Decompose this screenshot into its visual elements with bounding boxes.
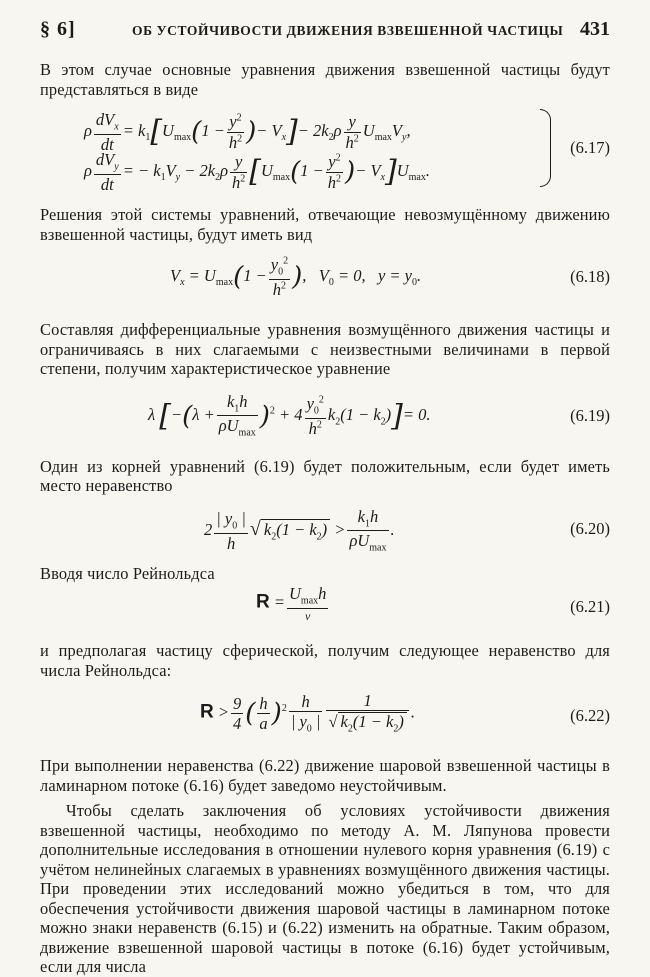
equation-number-6-17: (6.17)	[570, 138, 610, 157]
paragraph-2: Решения этой системы уравнений, отвечающие невозмущённому движению взвешенной частицы, будут иметь вид	[40, 205, 610, 244]
equation-number-6-19: (6.19)	[570, 405, 610, 425]
page	[40, 18, 610, 977]
page-number: 431	[580, 18, 610, 40]
paragraph-3: Составляя дифференциальные уравнения возмущённого движения частицы и ограничиваясь в них слагаемыми с неизвестными величинами в первой степени, получим характеристическое уравнение	[40, 320, 610, 378]
equation-number-6-21: (6.21)	[570, 597, 610, 616]
equation-6-17-line-2: ρ $\frac{dV_y}{dt}$ = − $k_1V_y - 2k_2\rho$ $\frac{y}{h^2}$ [$U_{max}(1$ − $\frac{y^2}{h^2}$ )− $V_x]U_{max}$.	[84, 150, 430, 194]
equation-6-22-body: R > $\frac{9}{4}$ ( $\frac{h}{a}$ )$^2$ $\frac{h}{| y_0 |}$ $\frac{1}{√ k_2(1 - k_2)}$ .	[200, 691, 415, 735]
paragraph-1: В этом случае основные уравнения движения взвешенной частицы будут представляться в виде	[40, 60, 610, 99]
equation-6-20	[40, 500, 610, 558]
equation-number-6-18: (6.18)	[570, 267, 610, 286]
section-mark: § 6]	[40, 18, 76, 40]
equation-number-6-20: (6.20)	[570, 518, 610, 538]
equation-6-17	[40, 105, 610, 194]
equation-6-19	[40, 385, 610, 447]
equation-number-6-22: (6.22)	[570, 706, 610, 725]
paragraph-6: и предполагая частицу сферической, получим следующее неравенство для числа Рейнольдса:	[40, 641, 610, 680]
equation-6-19-body: λ [−(λ + $\frac{k_1h}{\rho U_{max}}$ )$^2$ + 4 $\frac{y_0^2}{h^2}$ $k_2(1 - k_2)]= 0$.	[148, 391, 431, 439]
paragraph-7: При выполнении неравенства (6.22) движение шаровой взвешенной частицы в ламинарном потоке (6.16) будет заведомо неустойчивым.	[40, 756, 610, 795]
paragraph-4: Один из корней уравнений (6.19) будет положительным, если будет иметь место неравенство	[40, 456, 610, 495]
equation-6-21	[40, 583, 610, 631]
equation-6-18-body: $V_x = U_{max}(1$ − $\frac{y_0^2}{h^2}$ ), $V_0 = 0$, $y = y_0$.	[170, 255, 422, 299]
running-title: ОБ УСТОЙЧИВОСТИ ДВИЖЕНИЯ ВЗВЕШЕННОЙ ЧАСТИЦЫ	[132, 23, 564, 38]
running-header	[40, 18, 610, 48]
system-brace	[540, 109, 551, 187]
equation-6-18	[40, 248, 610, 306]
paragraph-5: Вводя число Рейнольдса	[40, 563, 215, 583]
equation-6-22	[40, 686, 610, 746]
equation-6-17-line-1: ρ $\frac{dV_x}{dt}$ = $k_1[U_{max}(1$ − $\frac{y^2}{h^2}$ )− $V_x]- 2k_2\rho$ $\frac{y}{h^2}$ $U_{max}V_y$,	[84, 110, 411, 154]
paragraph-8: Чтобы сделать заключения об условиях устойчивости движения взвешенной частицы, необходимо по методу А. М. Ляпунова провести дополнительные исследования в отношении нулевого корня уравнения (6.19) с учётом нелинейных слагаемых в уравнениях возмущённого движения частицы. При проведении этих исследований можно убедиться в том, что для обеспечения устойчивости движения шаровой частицы в ламинарном потоке можно знаки неравенств (6.15) и (6.22) изменить на обратные. Таким образом, движение взвешенной шаровой частицы в потоке (6.16) будет устойчивым, если для числа	[40, 801, 610, 976]
equation-6-21-body: R = $\frac{U_{max}h}{\nu}$	[256, 584, 327, 623]
equation-6-20-body: 2 $\frac{| y_0 |}{h}$ √ $k_2(1 - k_2)$ > $\frac{k_1h}{\rho U_{max}}$ .	[204, 506, 395, 554]
